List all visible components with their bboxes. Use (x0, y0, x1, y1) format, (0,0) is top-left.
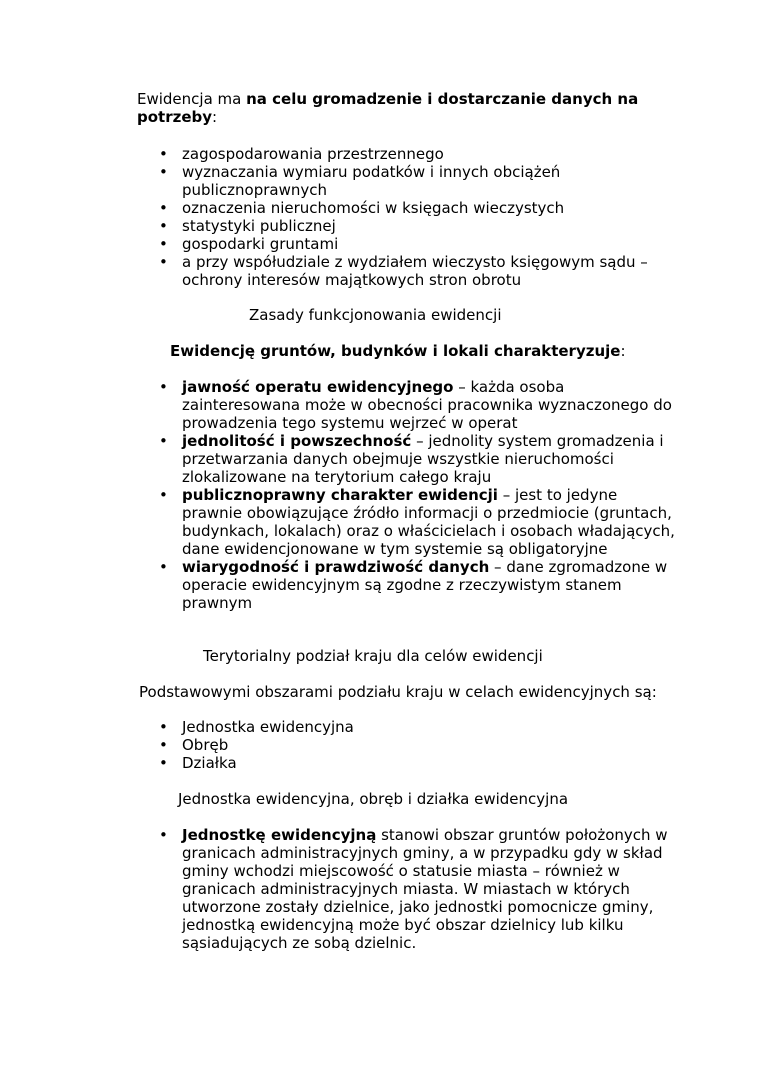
list-item: • wyznaczania wymiaru podatków i innych obciążeń publicznoprawnych (158, 163, 678, 199)
characterizes-bold: Ewidencję gruntów, budynków i lokali charakteryzuje (170, 342, 621, 360)
principles-list (158, 378, 678, 612)
list-item (158, 486, 678, 558)
characterizes-paragraph (170, 342, 626, 360)
principle-text: – jednolity system gromadzenia i przetwarzania danych obejmuje wszystkie nieruchomości zlokalizowane na terytorium całego kraju (182, 432, 664, 486)
characterizes-suffix: : (620, 342, 626, 360)
division-intro: Podstawowymi obszarami podziału kraju w celach ewidencyjnych są: (139, 683, 657, 701)
intro-paragraph (137, 90, 677, 126)
intro-bold: na celu gromadzenie i dostarczanie danych na potrzeby (137, 90, 639, 126)
principle-term: publicznoprawny charakter ewidencji (182, 486, 498, 504)
list-item: • Jednostka ewidencyjna (158, 718, 678, 736)
section-heading-principles: Zasady funkcjonowania ewidencji (249, 306, 502, 324)
intro-prefix: Ewidencja ma (137, 90, 247, 108)
list-item: • statystyki publicznej (158, 217, 678, 235)
principle-text: – jest to jedyne prawnie obowiązujące źródło informacji o przedmiocie (gruntach, budynkach, lokalach) oraz o właścicielach i osobach władających, dane ewidencjonowane w tym systemie są obligatoryjne (182, 486, 675, 558)
list-item (158, 432, 678, 486)
list-item: • gospodarki gruntami (158, 235, 678, 253)
principle-term: jednolitość i powszechność (182, 432, 412, 450)
principle-text: – dane zgromadzone w operacie ewidencyjnym są zgodne z rzeczywistym stanem prawnym (182, 558, 668, 612)
principle-text: – każda osoba zainteresowana może w obecności pracownika wyznaczonego do prowadzenia tego systemu wejrzeć w operat (182, 378, 672, 432)
intro-suffix: : (212, 108, 218, 126)
principle-term: jawność operatu ewidencyjnego (182, 378, 454, 396)
list-item: • Obręb (158, 736, 678, 754)
list-item (158, 558, 678, 612)
principle-term: wiarygodność i prawdziwość danych (182, 558, 490, 576)
section-heading-division: Terytorialny podział kraju dla celów ewidencji (203, 647, 543, 665)
list-item: • Działka (158, 754, 678, 772)
purposes-list (158, 145, 678, 289)
list-item: • zagospodarowania przestrzennego (158, 145, 678, 163)
list-item (158, 826, 678, 952)
division-areas-list (158, 718, 678, 772)
unit-definition-list (158, 826, 678, 952)
unit-text: stanowi obszar gruntów położonych w granicach administracyjnych gminy, a w przypadku gdy w skład gminy wchodzi miejscowość o statusie miasta – również w granicach administracyjnych miasta. W miastach w których utworzone zostały dzielnice, jako jednostki pomocnicze gminy, jednostką ewidencyjną może być obszar dzielnicy lub kilku sąsiadujących ze sobą dzielnic. (182, 826, 668, 952)
list-item (158, 378, 678, 432)
unit-term: Jednostkę ewidencyjną (182, 826, 377, 844)
list-item: • oznaczenia nieruchomości w księgach wieczystych (158, 199, 678, 217)
list-item: • a przy współudziale z wydziałem wieczysto księgowym sądu – ochrony interesów majątkowych stron obrotu (158, 253, 678, 289)
section-heading-unit: Jednostka ewidencyjna, obręb i działka ewidencyjna (178, 790, 569, 808)
